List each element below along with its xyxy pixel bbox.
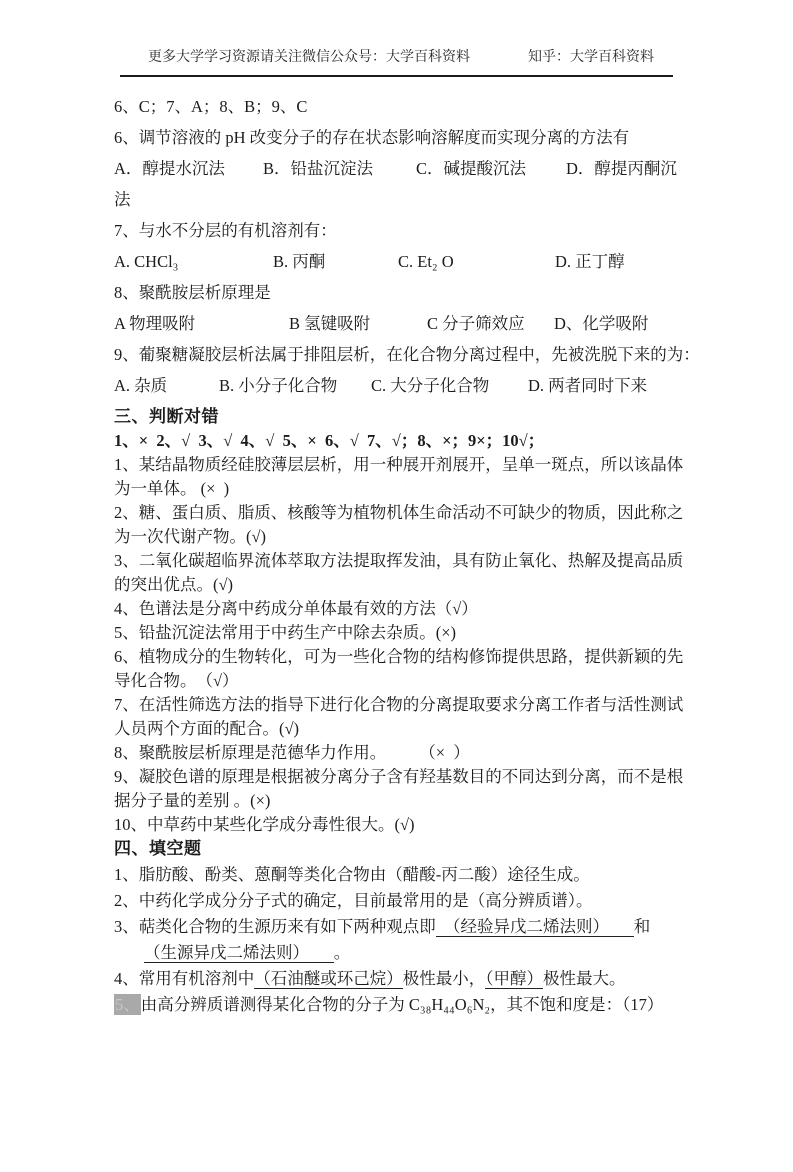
multiple-choice-section <box>114 95 700 397</box>
options-row <box>114 157 686 180</box>
option-item: C. 大分子化合物 <box>371 376 490 395</box>
blank-underline: （石油醚或环己烷） <box>254 969 403 988</box>
doc-line: 5、铅盐沉淀法常用于中药生产中除去杂质。(×) <box>114 623 457 642</box>
doc-line: 6、C；7、A；8、B；9、C <box>114 97 308 116</box>
option-item: D．醇提丙酮沉 <box>566 159 677 178</box>
doc-line: 法 <box>114 190 131 209</box>
option-item: B．铅盐沉淀法 <box>263 159 374 178</box>
doc-line: 1、脂肪酸、酚类、蒽酮等类化合物由（醋酸-丙二酸）途径生成。 <box>114 865 590 884</box>
text-run: 由高分辨质谱测得某化合物的分子为 C₃₈H₄₄O₆N₂，其不饱和度是：（17） <box>140 995 664 1014</box>
doc-line <box>114 915 692 938</box>
option-item: D. 正丁醇 <box>555 252 625 271</box>
doc-line: 9、凝胶色谱的原理是根据被分离分子含有羟基数目的不同达到分离，而不是根 <box>114 767 684 786</box>
header-note-right: 知乎：大学百科资料 <box>528 50 654 65</box>
option-item: B. 丙酮 <box>273 252 326 271</box>
option-item: C．碱提酸沉法 <box>416 159 527 178</box>
option-item: A. 杂质 <box>114 376 168 395</box>
option-item: A. CHCl₃ <box>114 252 179 271</box>
page-header <box>120 50 673 77</box>
option-item: B. 小分子化合物 <box>219 376 338 395</box>
header-note-left: 更多大学学习资源请关注微信公众号：大学百科资料 <box>148 50 470 65</box>
doc-line: 8、聚酰胺层析原理是范德华力作用。 （× ） <box>114 743 470 762</box>
blank-underline: （经验异戊二烯法则） <box>435 917 634 936</box>
option-item: D. 两者同时下来 <box>528 376 648 395</box>
options-row <box>114 374 686 397</box>
document-page <box>0 50 793 1172</box>
text-run: 。 <box>333 943 351 962</box>
doc-line: 2、糖、蛋白质、脂质、核酸等为植物机体生命活动不可缺少的物质，因此称之 <box>114 503 684 522</box>
blank-underline: （生源异戊二烯法则） <box>144 943 334 962</box>
section-heading: 四、填空题 <box>114 839 202 858</box>
doc-line <box>114 941 692 964</box>
doc-line: 导化合物。 （√） <box>114 671 239 690</box>
text-run: 极性最小， <box>402 969 486 988</box>
text-run: 极性最大。 <box>543 969 626 988</box>
options-row <box>114 312 686 335</box>
doc-line: 为一次代谢产物。(√) <box>114 527 267 546</box>
doc-line: 的突出优点。(√) <box>114 575 234 594</box>
option-item: B 氢键吸附 <box>289 314 371 333</box>
section-heading: 三、判断对错 <box>114 407 219 426</box>
text-run: 3、萜类化合物的生源历来有如下两种观点即 <box>114 917 436 936</box>
doc-line: 10、中草药中某些化学成分毒性很大。(√) <box>114 815 415 834</box>
option-item: A 物理吸附 <box>114 314 196 333</box>
doc-line: 2、中药化学成分分子式的确定，目前最常用的是（高分辨质谱）。 <box>114 891 593 910</box>
text-run: 和 <box>633 917 651 936</box>
true-false-section <box>114 405 692 836</box>
option-item: D、化学吸附 <box>554 314 649 333</box>
highlighted-text: 5、 <box>115 995 140 1014</box>
option-item: A．醇提水沉法 <box>114 159 225 178</box>
options-row <box>114 250 686 273</box>
doc-line: 3、二氧化碳超临界流体萃取方法提取挥发油，具有防止氧化、热解及提高品质 <box>114 551 684 570</box>
option-item: C 分子筛效应 <box>427 314 525 333</box>
text-run: 4、常用有机溶剂中 <box>114 969 255 988</box>
doc-line: 9、葡聚糖凝胶层析法属于排阻层析，在化合物分离过程中，先被洗脱下来的为： <box>114 345 700 364</box>
doc-line <box>114 993 692 1016</box>
doc-line: 4、色谱法是分离中药成分单体最有效的方法（√） <box>114 599 478 618</box>
fill-in-blank-section <box>114 837 692 1016</box>
doc-line: 7、在活性筛选方法的指导下进行化合物的分离提取要求分离工作者与活性测试 <box>114 695 684 714</box>
doc-line <box>114 967 692 990</box>
doc-line: 8、聚酰胺层析原理是 <box>114 283 271 302</box>
doc-line: 1、某结晶物质经硅胶薄层层析，用一种展开剂展开，呈单一斑点，所以该晶体 <box>114 455 684 474</box>
doc-line: 1、× 2、√ 3、√ 4、√ 5、× 6、√ 7、√；8、×；9×；10√； <box>114 431 545 450</box>
doc-line: 据分子量的差别 。(×) <box>114 791 271 810</box>
doc-line: 6、植物成分的生物转化，可为一些化合物的结构修饰提供思路，提供新颖的先 <box>114 647 684 666</box>
document-body <box>114 95 700 1016</box>
header-row <box>120 50 673 66</box>
doc-line: 人员两个方面的配合。(√) <box>114 719 300 738</box>
blank-underline: （甲醇） <box>485 969 543 988</box>
doc-line: 7、与水不分层的有机溶剂有： <box>114 221 337 240</box>
doc-line: 6、调节溶液的 pH 改变分子的存在状态影响溶解度而实现分离的方法有 <box>114 128 630 147</box>
doc-line: 为一单体。 (× ) <box>114 479 230 498</box>
option-item: C. Et₂ O <box>398 252 454 271</box>
